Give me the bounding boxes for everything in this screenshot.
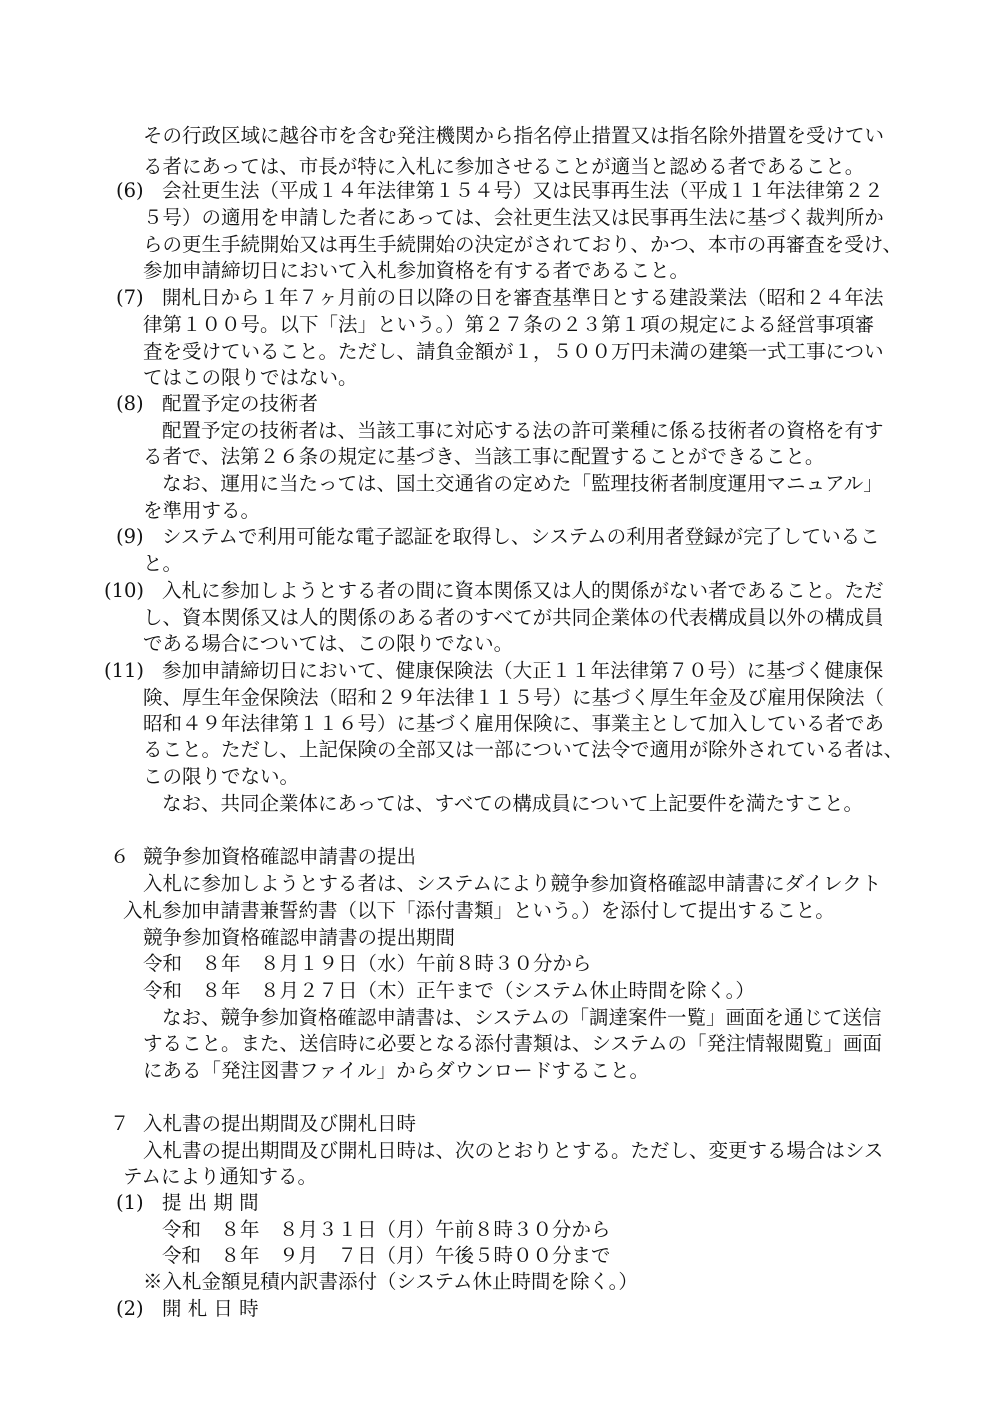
line-text: てはこの限りではない。 <box>143 366 358 389</box>
clause-number: (10) <box>104 579 145 602</box>
line-text: この限りでない。 <box>143 765 300 788</box>
line-text: ５号）の適用を申請した者にあっては、会社更生法又は民事再生法に基づく裁判所か <box>143 206 884 229</box>
section-title: 競争参加資格確認申請書の提出 <box>143 845 417 868</box>
line-text: ること。ただし、上記保険の全部又は一部について法令で適用が除外されている者は、 <box>143 738 904 761</box>
line-text: 競争参加資格確認申請書の提出期間 <box>143 926 456 949</box>
clause-number: (2) <box>116 1297 144 1320</box>
line-text: 参加申請締切日において入札参加資格を有する者であること。 <box>143 259 690 282</box>
clause-heading: 提 出 期 間 <box>162 1191 259 1214</box>
line-text: である場合については、この限りでない。 <box>143 632 514 655</box>
line-text: その行政区域に越谷市を含む発注機関から指名停止措置又は指名除外措置を受けてい <box>143 124 885 147</box>
clause-number: (9) <box>116 525 144 548</box>
line-text: 令和 ８年 ９月 ７日（月）午後５時００分まで <box>162 1244 611 1267</box>
line-text: なお、運用に当たっては、国土交通省の定めた「監理技術者制度運用マニュアル」 <box>162 472 883 495</box>
text-line <box>0 1055 1000 1087</box>
line-text: システムで利用可能な電子認証を取得し、システムの利用者登録が完了しているこ <box>162 525 880 548</box>
section-title: 入札書の提出期間及び開札日時 <box>143 1112 417 1135</box>
line-text: なお、競争参加資格確認申請書は、システムの「調達案件一覧」画面を通じて送信 <box>162 1006 882 1029</box>
line-text: らの更生手続開始又は再生手続開始の決定がされており、かつ、本市の再審査を受け、 <box>143 233 902 256</box>
clause-number: (6) <box>116 179 144 202</box>
line-text: 入札参加申請書兼誓約書（以下「添付書類」という。）を添付して提出すること。 <box>123 899 835 922</box>
line-text: 昭和４９年法律第１１６号）に基づく雇用保険に、事業主として加入している者であ <box>143 712 885 735</box>
section-number: ６ <box>110 845 130 868</box>
clause-number: (11) <box>104 659 145 682</box>
line-text: 入札に参加しようとする者は、システムにより競争参加資格確認申請書にダイレクト <box>143 872 882 895</box>
line-text: 開札日から１年７ヶ月前の日以降の日を審査基準日とする建設業法（昭和２４年法 <box>162 286 884 309</box>
line-text: る者にあっては、市長が特に入札に参加させることが適当と認める者であること。 <box>143 155 865 178</box>
line-text: 令和 ８年 ８月３１日（月）午前８時３０分から <box>162 1218 611 1241</box>
line-text: 令和 ８年 ８月１９日（水）午前８時３０分から <box>143 952 592 975</box>
line-text: 険、厚生年金保険法（昭和２９年法律１１５号）に基づく厚生年金及び雇用保険法（ <box>143 686 885 709</box>
line-text: 令和 ８年 ８月２７日（木）正午まで（システム休止時間を除く。） <box>143 979 755 1002</box>
line-text: 律第１００号。以下「法」という。）第２７条の２３第１項の規定による経営事項審 <box>143 313 875 336</box>
line-text: なお、共同企業体にあっては、すべての構成員について上記要件を満たすこと。 <box>162 792 864 815</box>
clause-heading: 配置予定の技術者 <box>162 392 319 415</box>
line-text: し、資本関係又は人的関係のある者のすべてが共同企業体の代表構成員以外の構成員 <box>143 606 884 629</box>
clause-number: (7) <box>116 286 144 309</box>
text-line <box>0 788 1000 820</box>
clause-number: (8) <box>116 392 144 415</box>
line-text: ※入札金額見積内訳書添付（システム休止時間を除く。） <box>143 1270 638 1293</box>
line-text: と。 <box>143 552 183 575</box>
line-text: 入札書の提出期間及び開札日時は、次のとおりとする。ただし、変更する場合はシス <box>143 1139 884 1162</box>
clause-line <box>0 1293 1000 1325</box>
section-number: ７ <box>110 1112 130 1135</box>
line-text: 配置予定の技術者は、当該工事に対応する法の許可業種に係る技術者の資格を有す <box>162 419 884 442</box>
line-text: すること。また、送信時に必要となる添付書類は、システムの「発注情報閲覧」画面 <box>143 1032 883 1055</box>
clause-number: (1) <box>116 1191 144 1214</box>
line-text: 参加申請締切日において、健康保険法（大正１１年法律第７０号）に基づく健康保 <box>162 659 884 682</box>
line-text: 入札に参加しようとする者の間に資本関係又は人的関係がない者であること。ただ <box>162 579 884 602</box>
line-text: にある「発注図書ファイル」からダウンロードすること。 <box>143 1059 650 1082</box>
line-text: 会社更生法（平成１４年法律第１５４号）又は民事再生法（平成１１年法律第２２ <box>162 179 884 202</box>
text-line <box>0 120 1000 152</box>
clause-heading: 開 札 日 時 <box>162 1297 259 1320</box>
line-text: を準用する。 <box>143 499 261 522</box>
line-text: 査を受けていること。ただし、請負金額が１，５００万円未満の建築一式工事につい <box>143 340 884 363</box>
line-text: る者で、法第２６条の規定に基づき、当該工事に配置することができること。 <box>143 445 825 468</box>
line-text: テムにより通知する。 <box>123 1165 318 1188</box>
